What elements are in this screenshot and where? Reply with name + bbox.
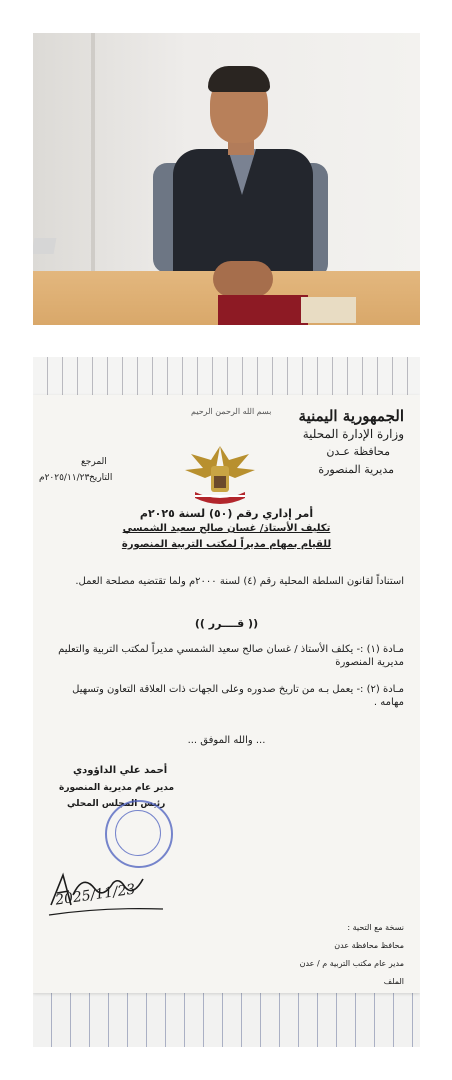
photo-red-folder bbox=[218, 295, 308, 325]
order-title: أمر إداري رقم (٥٠) لسنة ٢٠٢٥م bbox=[139, 507, 314, 520]
date-label: التاريخ bbox=[89, 473, 113, 483]
article-2: مـادة (٢) :- يعمل بـه من تاريخ صدوره وعلى الجهات ذات العلاقة التعاون وتسهيل مهامه . bbox=[72, 684, 404, 708]
date-value: ٢٠٢٥/١١/٢٣م bbox=[39, 473, 90, 483]
administrative-order-document bbox=[33, 357, 420, 1047]
ministry-name: وزارة الإدارة المحلية bbox=[302, 427, 404, 441]
basmala: بسم الله الرحمن الرحيم bbox=[191, 407, 272, 416]
reference-label: المرجع bbox=[81, 457, 107, 467]
photo-laptop bbox=[33, 238, 56, 254]
decision-heading: (( قــــرر )) bbox=[194, 617, 259, 630]
official-stamp-icon bbox=[105, 800, 173, 868]
article-1: مـادة (١) :- يكلف الأستاذ / غسان صالح سعيد الشمسي مديراً لمكتب التربية والتعليم مديرية المنصورة bbox=[58, 644, 404, 668]
official-photo bbox=[33, 33, 420, 325]
governorate-name: محافظة عـدن bbox=[326, 445, 390, 458]
closing-phrase: ... والله الموفق ... bbox=[187, 735, 266, 746]
yemen-emblem-icon bbox=[181, 440, 259, 510]
copies-heading: نسخة مع التحية : bbox=[347, 923, 404, 932]
copies-item-3: الملف bbox=[383, 977, 404, 986]
copies-item-2: مدير عام مكتب التربية م / عدن bbox=[299, 959, 404, 968]
directorate-name: مديرية المنصورة bbox=[318, 463, 394, 476]
signatory-title-2: رئيس المجلس المحلي bbox=[67, 799, 166, 809]
photo-wall-edge bbox=[91, 33, 95, 273]
photo-person bbox=[153, 53, 333, 303]
signatory-title-1: مدير عام مديرية المنصورة bbox=[59, 783, 175, 793]
order-sheet bbox=[33, 395, 420, 993]
order-subject-line-1: تكليف الأستاذ/ غسان صالح سعيد الشمسي bbox=[122, 523, 331, 534]
signatory-name: أحمد علي الداؤودي bbox=[73, 765, 168, 776]
handwritten-date: 2025/11/23 bbox=[54, 881, 137, 909]
order-subject-line-2: للقيام بمهام مديراً لمكتب التربية المنصورة bbox=[121, 539, 332, 550]
photo-paper bbox=[301, 297, 356, 323]
country-name: الجمهورية اليمنية bbox=[298, 407, 404, 425]
order-preamble: استناداً لقانون السلطة المحلية رقم (٤) لسنة ٢٠٠٠م ولما تقتضيه مصلحة العمل. bbox=[75, 576, 404, 587]
person-hair bbox=[208, 66, 270, 92]
ledger-background-bottom bbox=[33, 987, 420, 1047]
copies-item-1: محافظ محافظة عدن bbox=[334, 941, 404, 950]
